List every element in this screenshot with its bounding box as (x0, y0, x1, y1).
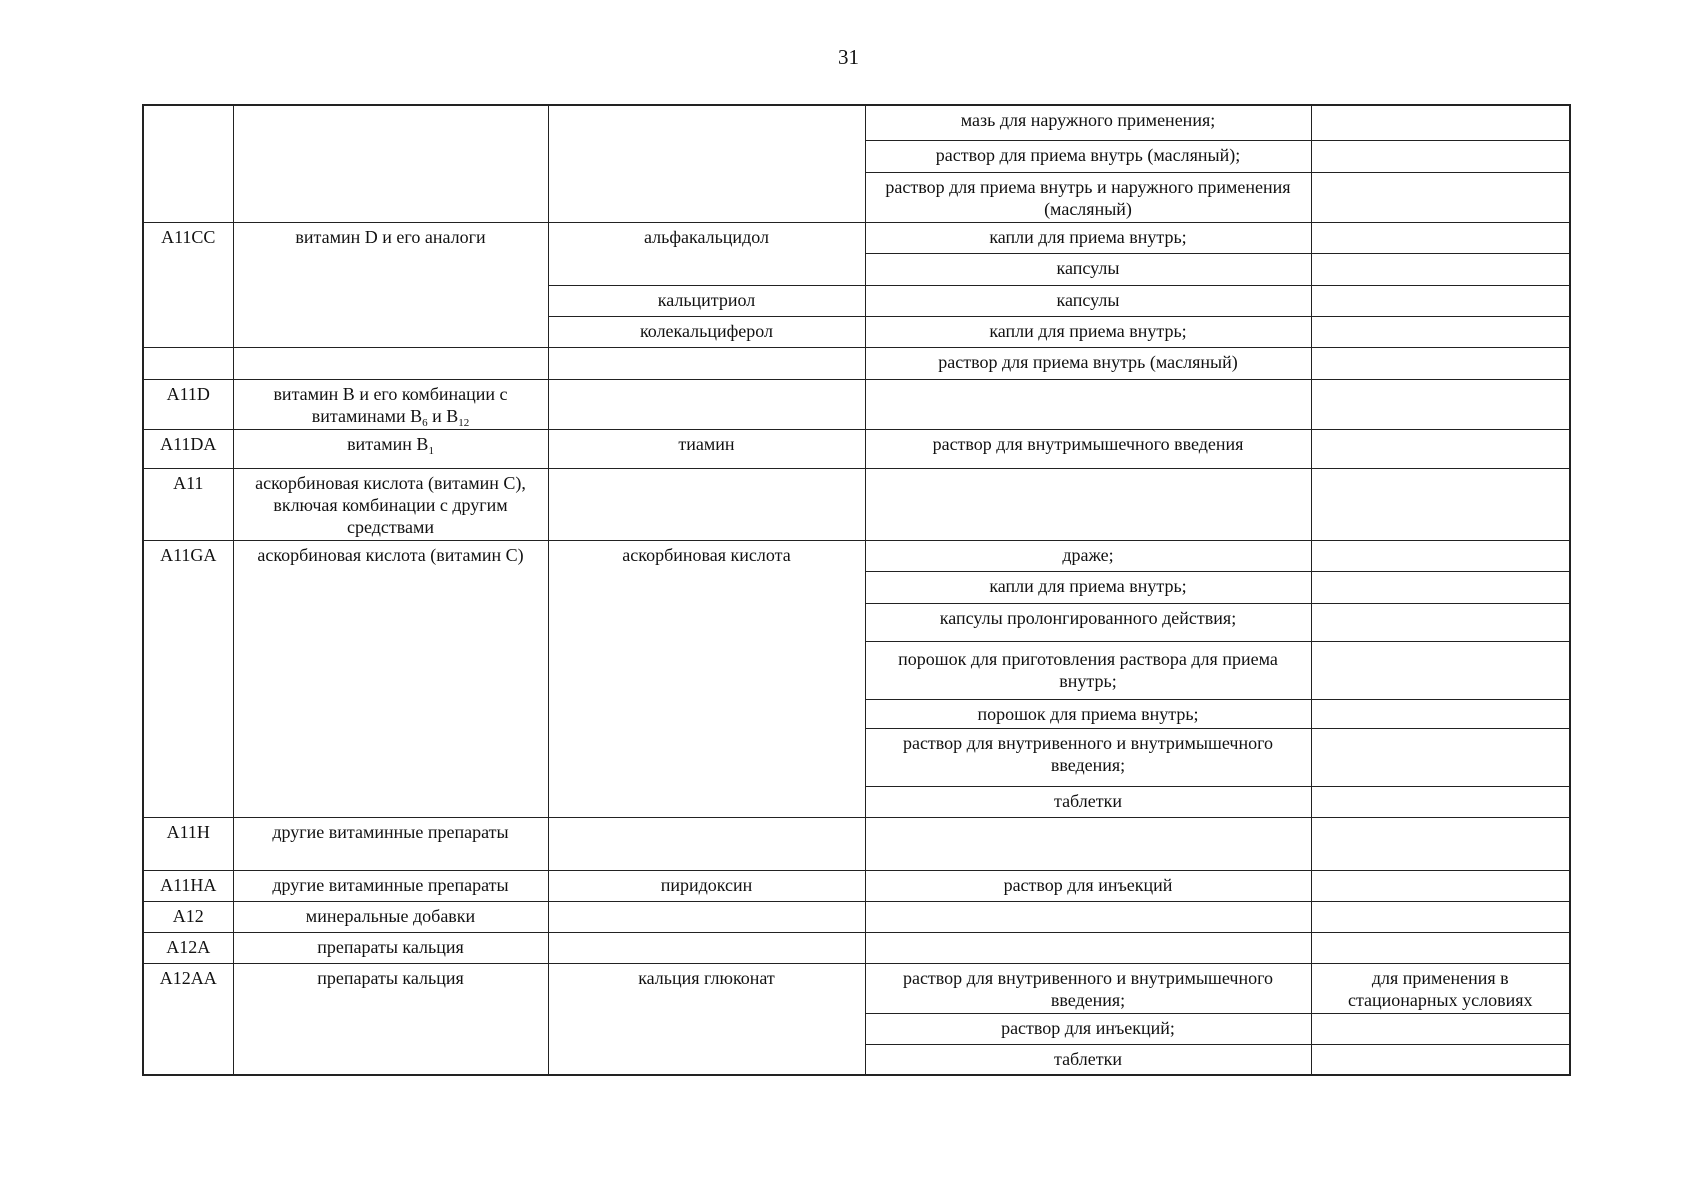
atc-code-cell: A11D (143, 379, 233, 429)
table-row (143, 540, 1570, 571)
note-cell (1311, 253, 1570, 285)
note-cell (1311, 901, 1570, 932)
note-cell (1311, 699, 1570, 728)
table-row (143, 870, 1570, 901)
dosage-form-cell: раствор для внутривенного и внутримышечного введения; (865, 728, 1311, 786)
dosage-form-cell (865, 932, 1311, 963)
note-cell (1311, 540, 1570, 571)
group-cell: аскорбиновая кислота (витамин С), включая комбинации с другим средствами (233, 468, 548, 540)
note-cell (1311, 1013, 1570, 1044)
table-row (143, 468, 1570, 540)
note-cell (1311, 786, 1570, 817)
table-row (143, 932, 1570, 963)
atc-code-cell: A11DA (143, 429, 233, 468)
group-cell (233, 105, 548, 222)
table-row (143, 105, 1570, 140)
dosage-form-cell: раствор для внутримышечного введения (865, 429, 1311, 468)
dosage-form-cell: капсулы (865, 285, 1311, 316)
drug-cell: аскорбиновая кислота (548, 540, 865, 817)
dosage-form-cell (865, 379, 1311, 429)
dosage-form-cell: таблетки (865, 1044, 1311, 1075)
dosage-form-cell: порошок для приема внутрь; (865, 699, 1311, 728)
dosage-form-cell (865, 901, 1311, 932)
atc-code-cell: A12A (143, 932, 233, 963)
dosage-form-cell: мазь для наружного применения; (865, 105, 1311, 140)
dosage-form-cell: капли для приема внутрь; (865, 316, 1311, 347)
drug-cell: колекальциферол (548, 316, 865, 347)
table-row (143, 817, 1570, 870)
atc-code-cell: A12 (143, 901, 233, 932)
note-cell (1311, 140, 1570, 172)
atc-code-cell: A12AA (143, 963, 233, 1075)
note-cell (1311, 172, 1570, 222)
atc-code-cell: A11 (143, 468, 233, 540)
drug-cell: тиамин (548, 429, 865, 468)
group-cell: другие витаминные препараты (233, 870, 548, 901)
drug-cell (548, 379, 865, 429)
note-cell (1311, 932, 1570, 963)
atc-code-cell (143, 105, 233, 222)
note-cell (1311, 347, 1570, 379)
atc-code-cell: A11CC (143, 222, 233, 347)
dosage-form-cell: раствор для инъекций (865, 870, 1311, 901)
note-cell (1311, 429, 1570, 468)
note-cell (1311, 285, 1570, 316)
drug-cell (548, 901, 865, 932)
dosage-form-cell: раствор для внутривенного и внутримышечного введения; (865, 963, 1311, 1013)
dosage-form-cell: драже; (865, 540, 1311, 571)
dosage-form-cell: таблетки (865, 786, 1311, 817)
note-cell (1311, 468, 1570, 540)
table-row (143, 963, 1570, 1013)
group-cell: витамин $B_1$ (233, 429, 548, 468)
note-cell (1311, 603, 1570, 641)
note-cell (1311, 316, 1570, 347)
page-number: 31 (838, 45, 859, 69)
note-cell (1311, 222, 1570, 253)
table-row (143, 901, 1570, 932)
dosage-form-cell: капли для приема внутрь; (865, 222, 1311, 253)
note-cell (1311, 1044, 1570, 1075)
drug-cell: альфакальцидол (548, 222, 865, 285)
group-cell: препараты кальция (233, 963, 548, 1075)
table-row (143, 222, 1570, 253)
group-cell: минеральные добавки (233, 901, 548, 932)
note-cell (1311, 728, 1570, 786)
table-row (143, 429, 1570, 468)
drug-cell: кальцитриол (548, 285, 865, 316)
drug-cell (548, 817, 865, 870)
drug-cell: кальция глюконат (548, 963, 865, 1075)
dosage-form-cell (865, 817, 1311, 870)
group-cell (233, 347, 548, 379)
dosage-form-cell: порошок для приготовления раствора для приема внутрь; (865, 641, 1311, 699)
note-cell (1311, 870, 1570, 901)
atc-code-cell: A11GA (143, 540, 233, 817)
dosage-form-cell: капсулы (865, 253, 1311, 285)
drug-cell (548, 932, 865, 963)
drug-cell (548, 105, 865, 222)
dosage-form-cell: раствор для приема внутрь (масляный); (865, 140, 1311, 172)
dosage-form-cell: раствор для приема внутрь (масляный) (865, 347, 1311, 379)
dosage-form-cell: раствор для инъекций; (865, 1013, 1311, 1044)
group-cell: препараты кальция (233, 932, 548, 963)
atc-code-cell: A11HA (143, 870, 233, 901)
atc-code-cell (143, 347, 233, 379)
atc-code-cell: A11H (143, 817, 233, 870)
group-cell: витамин B и его комбинации с витаминами $B_6$ и $B_{12}$ (233, 379, 548, 429)
note-cell (1311, 379, 1570, 429)
note-cell (1311, 641, 1570, 699)
drug-cell (548, 347, 865, 379)
drug-cell: пиридоксин (548, 870, 865, 901)
note-cell (1311, 571, 1570, 603)
dosage-form-cell (865, 468, 1311, 540)
group-cell: аскорбиновая кислота (витамин С) (233, 540, 548, 817)
group-cell: другие витаминные препараты (233, 817, 548, 870)
dosage-form-cell: капли для приема внутрь; (865, 571, 1311, 603)
note-cell (1311, 105, 1570, 140)
dosage-form-cell: раствор для приема внутрь и наружного применения (масляный) (865, 172, 1311, 222)
table-row (143, 379, 1570, 429)
note-cell: для применения в стационарных условиях (1311, 963, 1570, 1013)
medication-table (142, 104, 1571, 1076)
group-cell: витамин D и его аналоги (233, 222, 548, 347)
note-cell (1311, 817, 1570, 870)
dosage-form-cell: капсулы пролонгированного действия; (865, 603, 1311, 641)
drug-cell (548, 468, 865, 540)
table-row (143, 347, 1570, 379)
